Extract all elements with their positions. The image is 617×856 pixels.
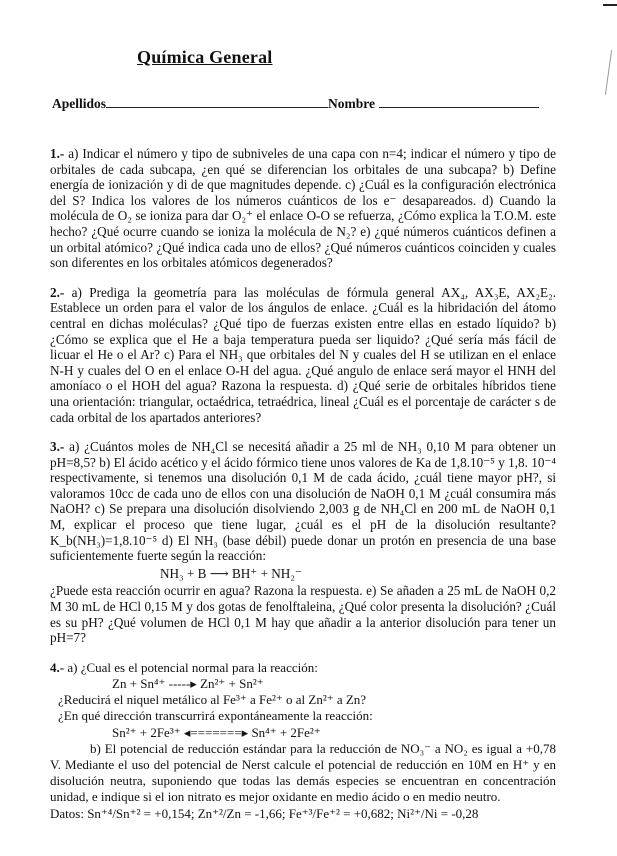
question-number: 4.- [50, 659, 65, 675]
question-text: a) ¿Cual es el potencial normal para la reacción: [64, 659, 318, 675]
question-4 [50, 660, 556, 822]
surname-label: Apellidos [52, 96, 107, 111]
reaction-equation: Sn²⁺ + 2Fe³⁺ ◂=======▸ Sn⁴⁺ + 2Fe²⁺ [112, 724, 321, 740]
question-text: a) Prediga la geometría para las moléculas de fórmula general AX₄, AX₃E, AX₂E₂. Establece un orden para el valor de los ángulos de enlace. ¿Cuál es la hibridación del átomo central en dichas moléculas? ¿Qué tipo de fuerzas existen entre ellas en estado líquido? b) ¿Cómo se explica que el He a baja temperatura pueda ser liquido? ¿Qué sería más fácil de licuar el He o el Ar? c) Para el NH₃ que orbitales del N y cuales del H se utilizan en el enlace N-H y cuales del O en el enlace O-H del agua. ¿Qué angulo de enlace será mayor el HNH del amoníaco o el HOH del agua? Razona la respuesta. d) ¿Qué serie de orbitales híbridos tiene una orientación: triangular, octaédrica, tetraédrica, lineal ¿Cuál es el porcentaje de carácter s de cada orbital de los apartados anteriores? [50, 284, 556, 425]
question-number: 2.- [50, 284, 65, 300]
questions [50, 146, 556, 856]
question-text: a) Indicar el número y tipo de subniveles de una capa con n=4; indicar el número y tipo de orbitales de cada subcapa, ¿en qué se diferencian los orbitales de una subcapa? b) Define energía de ionización y di de que magnitudes depende. c) ¿Cuál es la configuración electrónica del S? Indica los valores de los números cuánticos de los e⁻ desapareados. d) Cuando la molécula de O₂ se ioniza para dar O₂⁺ el enlace O-O se refuerza, ¿Cómo explica la T.O.M. este hecho? ¿Qué ocurre cuando se ioniza la molécula de N₂? e) ¿qué números cuánticos definen a un orbital atómico? ¿Qué indica cada uno de ellos? ¿Qué números cuánticos coinciden y cuales son diferentes en los orbitales atómicos degenerados? [50, 146, 556, 271]
question-text: ¿Reducirá el niquel metálico al Fe³⁺ a Fe²⁺ o al Zn²⁺ a Zn? [58, 692, 367, 708]
data-values: Datos: Sn⁺⁴/Sn⁺² = +0,154; Zn⁺²/Zn = -1,66; Fe⁺³/Fe⁺² = +0,682; Ni²⁺/Ni = -0,28 [50, 805, 479, 821]
name-label: Nombre [328, 96, 376, 111]
reaction-equation: Zn + Sn⁴⁺ -----▸ Zn²⁺ + Sn²⁺ [112, 676, 264, 692]
question-1 [50, 146, 556, 271]
question-text: b) El potencial de reducción estándar para la reducción de NO₃⁻ a NO₂ es igual a +0,78 V. Mediante el uso del potencial de Nerst calcule el potencial de reducción en 10M en H⁺ y en disolución neutra, suponiendo que todas las demás especies se encuentran en concentración unidad, e indique si el ion nitrato es mejor oxidante en medio ácido o en medio neutro. [50, 740, 556, 805]
question-text: a) ¿Cuántos moles de NH₄Cl se necesitá añadir a 25 ml de NH₃ 0,10 M para obtener un pH=8,5? b) El ácido acético y el ácido fórmico tiene unos valores de Ka de 1,8.10⁻⁵ y 1,8. 10⁻⁴ respectivamente, si tenemos una disolución 0,1 M de cada ácido, ¿cuál tiene mayor pH?, si valoramos 10cc de cada uno de ellos con una disolución de NaOH 0,1 M ¿cuál consumira más NaOH? c) Se prepara una disolución disolviendo 2,003 g de NH₄Cl en 200 mL de NaOH 0,1 M, explicar el proceso que tiene lugar, ¿cuál es el pH de la disolución resultante? K_b(NH₃)=1,8.10⁻⁵ d) El NH₃ (base débil) puede donar un protón en presencia de una base suficientemente fuerte según la reacción: [50, 439, 556, 564]
page-title: Química General [137, 47, 273, 67]
question-number: 1.- [50, 146, 65, 161]
question-text: ¿Puede esta reacción ocurrir en agua? Razona la respuesta. e) Se añaden a 25 mL de NaOH 0,2 M 30 mL de HCl 0,15 M y dos gotas de fenolftaleina, ¿Qué color presenta la disolución? ¿Cuál es su pH? ¿Qué volumen de HCl 0,1 M hay que añadir a la anterior disolución para tener un pH=7? [50, 583, 556, 646]
name-field[interactable] [379, 97, 539, 108]
question-2 [50, 285, 556, 425]
question-3 [50, 439, 556, 646]
pen-mark [605, 50, 614, 95]
name-fields [52, 96, 539, 112]
reaction-equation: NH₃ + B ⟶ BH⁺ + NH₂⁻ [160, 565, 302, 581]
surname-field[interactable] [106, 97, 328, 108]
scan-mark [603, 4, 617, 6]
question-text: ¿En qué dirección transcurrirá expontáneamente la reacción: [58, 708, 373, 724]
question-number: 3.- [50, 439, 65, 455]
